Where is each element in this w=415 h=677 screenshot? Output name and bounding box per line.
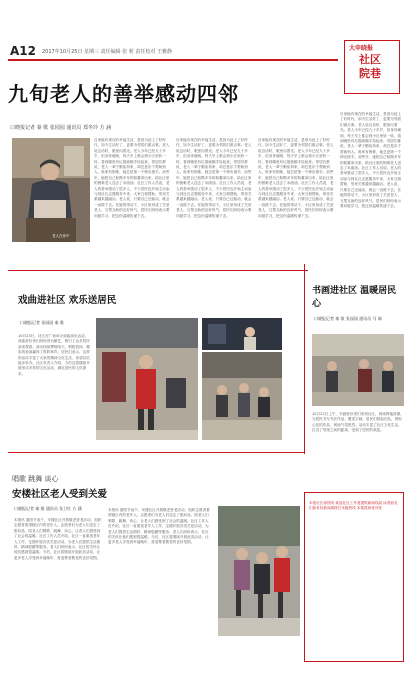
- divider-opera: [8, 270, 308, 271]
- opera-photo-stage: [202, 318, 282, 350]
- calligraphy-illustration: [312, 334, 404, 406]
- photo-caption: 老人在家中: [52, 234, 70, 238]
- opera-title: 戏曲进社区 欢乐送居民: [18, 295, 117, 306]
- photo-illustration: [12, 138, 90, 242]
- calligraphy-body: 10月22日上午，书画爱好者们来到社区，现场挥毫泼墨，为居民书写书法作品，赠送字画。居民们排起长队，领取心仪的作品，现场气氛热烈。活动丰富了社区文化生活，拉近了邻里之间的距离，受到了居民的欢迎。: [312, 412, 404, 433]
- calligraphy-title: 书画进社区 温暖居民心: [312, 286, 397, 309]
- main-body-col-2: 自家能有现在的幸福生活，是因为赶上了好时代，如今生活好了，更要为邻居们做点事。老人说这话时，眼里闪着光。老人今年已经九十多岁，但身体硬朗，每天早上都会到小区里转一转，看到哪里有垃圾就顺手捡起来。邻居们都说，老人一辈子勤俭持家，却总是乐于帮助别人。谁家有困难，她总是第一个伸出援手。前些年，她把自己积攒多年的积蓄拿出来，给社区里的困难老人送去了米面油。社区工作人员说，老人的善举感动了很多人，不少居民也开始主动参与到社区志愿服务中来，大家互相帮助，邻里关系越来越融洽。老人说，只要自己还能动，就会一直做下去。在她的带动下，小区里形成了关爱老人、互帮互助的良好风气，居民们纷纷表示要向她学习，把这份温暖传递下去。: [176, 138, 252, 218]
- stage-illustration: [202, 318, 282, 350]
- elderly-illustration: [218, 506, 300, 636]
- main-headline: 九旬老人的善举感动四邻: [8, 82, 239, 106]
- main-body-col-1: 自家能有现在的幸福生活，是因为赶上了好时代，如今生活好了，更要为邻居们做点事。老人说这话时，眼里闪着光。老人今年已经九十多岁，但身体硬朗，每天早上都会到小区里转一转，看到哪里有垃圾就顺手捡起来。邻居们都说，老人一辈子勤俭持家，却总是乐于帮助别人。谁家有困难，她总是第一个伸出援手。前些年，她把自己积攒多年的积蓄拿出来，给社区里的困难老人送去了米面油。社区工作人员说，老人的善举感动了很多人，不少居民也开始主动参与到社区志愿服务中来，大家互相帮助，邻里关系越来越融洽。老人说，只要自己还能动，就会一直做下去。在她的带动下，小区里形成了关爱老人、互帮互助的良好风气，居民们纷纷表示要向她学习，把这份温暖传递下去。: [94, 138, 170, 218]
- calligraphy-photo: [312, 334, 404, 406]
- calligraphy-byline: 口晓报记者 秦 歌 张园园 通讯员 马 瑞: [314, 316, 382, 321]
- opera-byline: 口晓报记者 张园园 秦 歌: [20, 320, 64, 325]
- opera-body: 10月23日，社区在广场举办戏曲演出活动，戏曲爱好者们纷纷登台献艺，吸引了众多居民前来观看。演出现场锣鼓喧天，唱腔悠扬，精彩的表演赢得了阵阵掌声。居民们表示，这样的活动丰富了大家的精神文化生活，希望以后能多举办。社区负责人介绍，今后还将继续开展形式多样的文化活动，满足居民的文化需求。: [18, 334, 90, 376]
- opera-photo-right: [202, 352, 282, 440]
- main-byline: 口晓报记者 秦 歌 张园园 通讯员 郑冬玲 方 涵: [10, 125, 112, 131]
- notice-text: 本报社区部热线 欢迎社区工作者提供新闻线索 读者朋友们如有好新闻请拨打本版热线 本报将择优刊发: [309, 501, 398, 511]
- elderly-kicker: 唱歌 跳舞 谈心: [12, 475, 59, 483]
- opera-photo-left: [96, 318, 198, 440]
- dateline: 2017年10月25日 星期三 责任编辑 张 莉 责任校对 王雅静: [42, 49, 172, 55]
- page-number: A12: [10, 44, 36, 58]
- notice-box: [304, 492, 404, 662]
- section-logo: [344, 40, 400, 94]
- elderly-title: 安楼社区老人受到关爱: [12, 489, 108, 500]
- opera-illustration-right: [202, 352, 282, 440]
- brand-name: 大申晓报: [349, 45, 374, 52]
- elderly-body-col-2: 本报讯 重阳节前夕，安楼社区开展敬老爱老活动，组织志愿者看望辖区内的老年人。志愿者们为老人们送去了慰问品，陪老人们唱歌、跳舞、谈心，让老人们感受到了社会的温暖。社区工作人员介绍，社区一直重视老年人工作，定期开展各类关爱活动，为老人们提供生活照料、精神慰藉等服务。老人们纷纷表示，社区的关怀让他们感到很温暖。今后，社区将继续开展此类活动，让更多老人享受到幸福晚年，营造尊老敬老的良好氛围。: [108, 508, 210, 545]
- main-body-col-4: 自家能有现在的幸福生活，是因为赶上了好时代，如今生活好了，更要为邻居们做点事。老人说这话时，眼里闪着光。老人今年已经九十多岁，但身体硬朗，每天早上都会到小区里转一转，看到哪里有垃圾就顺手捡起来。邻居们都说，老人一辈子勤俭持家，却总是乐于帮助别人。谁家有困难，她总是第一个伸出援手。前些年，她把自己积攒多年的积蓄拿出来，给社区里的困难老人送去了米面油。社区工作人员说，老人的善举感动了很多人，不少居民也开始主动参与到社区志愿服务中来，大家互相帮助，邻里关系越来越融洽。老人说，只要自己还能动，就会一直做下去。在她的带动下，小区里形成了关爱老人、互帮互助的良好风气，居民们纷纷表示要向她学习，把这份温暖传递下去。: [340, 112, 402, 208]
- main-body-col-3: 自家能有现在的幸福生活，是因为赶上了好时代，如今生活好了，更要为邻居们做点事。老人说这话时，眼里闪着光。老人今年已经九十多岁，但身体硬朗，每天早上都会到小区里转一转，看到哪里有垃圾就顺手捡起来。邻居们都说，老人一辈子勤俭持家，却总是乐于帮助别人。谁家有困难，她总是第一个伸出援手。前些年，她把自己积攒多年的积蓄拿出来，给社区里的困难老人送去了米面油。社区工作人员说，老人的善举感动了很多人，不少居民也开始主动参与到社区志愿服务中来，大家互相帮助，邻里关系越来越融洽。老人说，只要自己还能动，就会一直做下去。在她的带动下，小区里形成了关爱老人、互帮互助的良好风气，居民们纷纷表示要向她学习，把这份温暖传递下去。: [258, 138, 334, 218]
- elderly-photo: [218, 506, 300, 636]
- column-divider: [304, 264, 305, 454]
- divider-elderly: [8, 452, 304, 453]
- section-name: 社区院巷: [359, 53, 381, 80]
- opera-illustration-left: [96, 318, 198, 440]
- header-rule: [8, 59, 338, 61]
- elderly-body-col-1: 本报讯 重阳节前夕，安楼社区开展敬老爱老活动，组织志愿者看望辖区内的老年人。志愿者们为老人们送去了慰问品，陪老人们唱歌、跳舞、谈心，让老人们感受到了社会的温暖。社区工作人员介绍，社区一直重视老年人工作，定期开展各类关爱活动，为老人们提供生活照料、精神慰藉等服务。老人们纷纷表示，社区的关怀让他们感到很温暖。今后，社区将继续开展此类活动，让更多老人享受到幸福晚年，营造尊老敬老的良好氛围。: [14, 518, 102, 560]
- elderly-byline: 口晓报记者 秦 歌 通讯员 张卫红 方 涵: [14, 506, 82, 511]
- elderly-woman-photo: [12, 138, 90, 242]
